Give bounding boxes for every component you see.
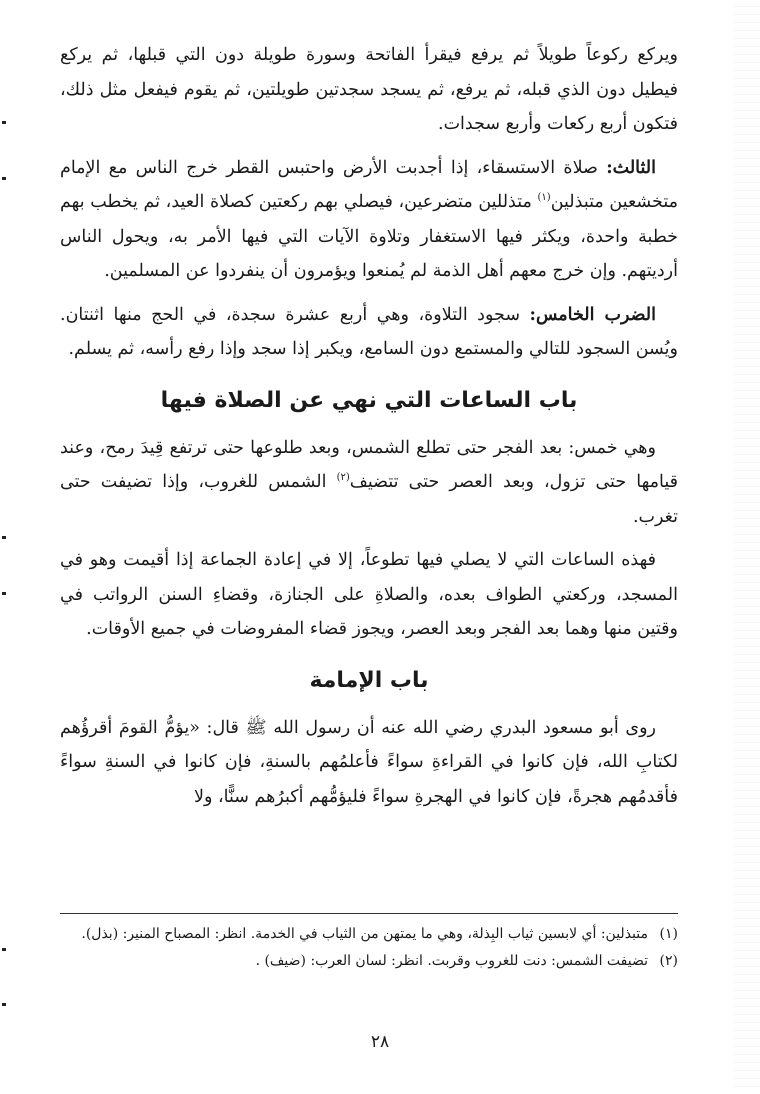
scan-mark — [2, 948, 6, 951]
footnotes — [60, 921, 678, 975]
term-fifth-kind: الضرب الخامس: — [529, 304, 657, 325]
paragraph-hadith: روى أبو مسعود البدري رضي الله عنه أن رسول الله ﷺ قال: «يؤمُّ القومَ أقرؤُهم لكتابِ الله، فإن كانوا في القراءةِ سواءً فأعلمُهم بالسنةِ، فإن كانوا في السنةِ سواءً فأقدمُهم هجرةً، فإن كانوا في الهجرةِ سواءً فليؤمُّهم أكبرُهم سنًّا، ولا — [60, 717, 678, 807]
paragraph-text: الشمس للغروب، وإذا تضيفت حتى تغرب. — [60, 472, 678, 527]
footnote-number: (٢) — [659, 953, 678, 969]
footnote-2 — [60, 948, 678, 975]
heading-prohibited-times: باب الساعات التي نهي عن الصلاة فيها — [160, 387, 578, 413]
paragraph-exceptions: فهذه الساعات التي لا يصلي فيها تطوعاً، إلا في إعادة الجماعة إذا أقيمت وهو في المسجد، وركعتي الطواف بعده، والصلاةِ على الجنازة، وقضاءِ السنن الرواتب في وقتين منها وهما بعد الفجر وبعد العصر، ويجوز قضاء المفروضات في جميع الأوقات. — [60, 550, 678, 639]
page-number: ٢٨ — [370, 1032, 390, 1052]
page-body — [60, 38, 678, 814]
heading-imamate: باب الإمامة — [309, 667, 429, 693]
paragraph-text: صلاة الاستسقاء، إذا أجدبت الأرض واحتبس القطر خرج الناس مع الإمام متخشعين متبذلين — [60, 157, 678, 212]
paragraph-text: سجود التلاوة، وهي أربع عشرة سجدة، في الحج منها اثنتان. ويُسن السجود للتالي والمستمع دون السامع، ويكبر إذا سجد وإذا رفع رأسه، ثم يسلم. — [60, 304, 678, 359]
paragraph-five-times — [60, 431, 678, 535]
paragraph-tilawa — [60, 298, 678, 367]
scan-edge — [734, 0, 760, 1094]
footnote-ref-2[interactable]: (٢) — [336, 472, 350, 484]
footnote-text: متبذلين: أي لابسين ثياب البِذلة، وهي ما يمتهن من الثياب في الخدمة. انظر: المصباح المنير: (بذل). — [81, 926, 648, 942]
paragraph-text: وهي خمس: بعد الفجر حتى تطلع الشمس، وبعد طلوعها حتى ترتفع قِيدَ رمح، وعند قيامها حتى تزول، وبعد العصر حتى تتضيف — [60, 437, 678, 492]
paragraph-istisqa — [60, 151, 678, 289]
scan-mark — [2, 121, 6, 124]
scan-mark — [2, 1003, 6, 1006]
term-third: الثالث: — [606, 157, 656, 178]
footnote-text: تضيفت الشمس: دنت للغروب وقربت. انظر: لسان العرب: (ضيف) . — [255, 953, 648, 969]
footnote-ref-1[interactable]: (١) — [537, 192, 551, 204]
footnote-divider — [60, 913, 678, 914]
footnote-number: (١) — [659, 926, 678, 942]
paragraph-1: ويركع ركوعاً طويلاً ثم يرفع فيقرأ الفاتحة وسورة طويلة دون التي قبلها، ثم يركع فيطيل دون الذي قبله، ثم يرفع، ثم يسجد سجدتين طويلتين، ثم يقوم فيفعل مثل ذلك، فتكون أربع ركعات وأربع سجدات. — [60, 45, 678, 134]
footnote-1 — [60, 921, 678, 948]
scan-mark — [2, 536, 6, 539]
paragraph-text: متذللين متضرعين، فيصلي بهم ركعتين كصلاة العيد، ثم يخطب بهم خطبة واحدة، ويكثر فيها الاستغفار وتلاوة الآيات التي فيها الأمر به، ويحول الناس أرديتهم. وإن خرج معهم أهل الذمة لم يُمنعوا ويؤمرون أن ينفردوا عن المسلمين. — [60, 192, 678, 281]
scan-mark — [2, 592, 6, 595]
scan-mark — [2, 177, 6, 180]
